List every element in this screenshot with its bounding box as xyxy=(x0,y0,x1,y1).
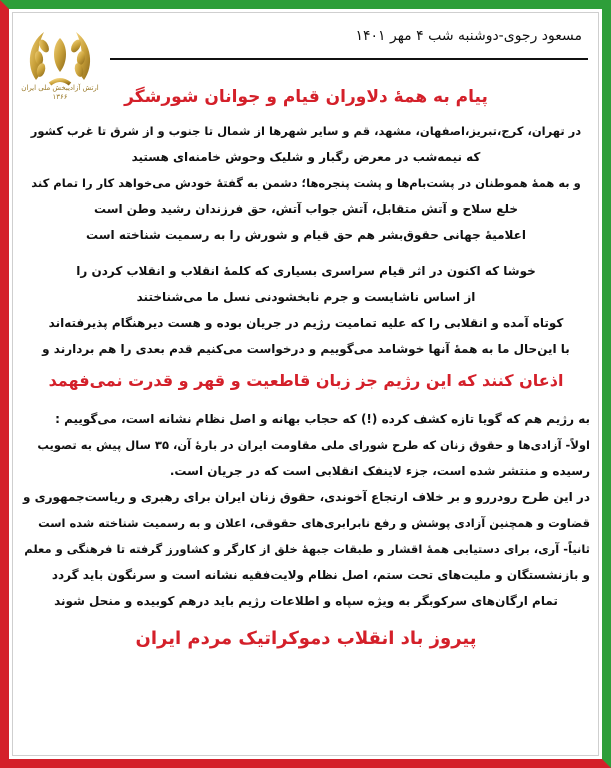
text-line: و به همهٔ هموطنان در پشت‌بام‌ها و پشت پنجره‌ها؛ دشمن به گفتهٔ خودش می‌خواهد کار را تمام کند xyxy=(31,176,581,190)
text-line: در تهران، کرج،تبریز،اصفهان، مشهد، قم و سایر شهرها از شمال تا جنوب و از شرق تا غرب کشور xyxy=(30,124,582,138)
text-line: که نیمه‌شب در معرض رگبار و شلیک وحوش خامنه‌ای هستید xyxy=(131,150,481,164)
spacer xyxy=(22,396,590,406)
statement-title: پیام به همهٔ دلاوران قیام و جوانان شورشگر xyxy=(124,87,488,107)
text-line: اعلامیهٔ جهانی حقوق‌بشر هم حق قیام و شورش را به رسمیت شناخته است xyxy=(86,228,526,242)
text-line: قضاوت و همچنین آزادی پوشش و رفع نابرابری‌های حقوقی، اعلان و به رسمیت شناخته شده است xyxy=(38,516,590,530)
text-line: از اساس ناشایست و جرم نابخشودنی نسل ما می‌شناختند xyxy=(136,290,476,304)
text-line: و بازنشستگان و ملیت‌های تحت ستم، اصل نظام ولایت‌فقیه نشانه است و سرنگون باید گردد xyxy=(51,568,590,582)
text-line: اولاً- آزادی‌ها و حقوق زنان که طرح شورای ملی مقاومت ایران در بارهٔ آن، ۳۵ سال پیش به تصویب xyxy=(37,438,590,452)
section-1 xyxy=(22,118,590,248)
text-line: با این‌حال ما به همهٔ آنها خوشامد می‌گوییم و درخواست می‌کنیم قدم بعدی را هم بردارند و xyxy=(42,342,570,356)
final-slogan: پیروز باد انقلاب دموکراتیک مردم ایران xyxy=(135,628,477,649)
text-line: به رژیم هم که گویا تازه کشف کرده (!) که حجاب بهانه و اصل نظام نشانه است، می‌گوییم : xyxy=(55,412,590,426)
text-line: ثانیاً- آری، برای دستیابی همهٔ اقشار و طبقات جبههٔ خلق از کارگر و کشاورز گرفته تا فرهنگی و معلم xyxy=(24,542,590,556)
text-line: رسیده و منتشر شده است، جزء لاینفک انقلابی است که در جریان است. xyxy=(169,464,590,478)
red-slogan: اذعان کنند که این رژیم جز زبان قاطعیت و قهر و قدرت نمی‌فهمد xyxy=(48,371,564,390)
emblem-caption-text: ارتش آزادیبخش ملی ایران xyxy=(21,84,99,92)
section-2 xyxy=(22,258,590,362)
closing-line: تمام ارگان‌های سرکوبگر به ویژه سپاه و اطلاعات رژیم باید درهم کوبیده و منحل شوند xyxy=(54,594,558,608)
text-line: کوتاه آمده و انقلابی را که علیه تمامیت رژیم در جریان بوده و هست دیرهنگام پذیرفته‌اند xyxy=(48,316,564,330)
text-line: در این طرح رودررو و بر خلاف ارتجاع آخوندی، حقوق زنان ایران برای رهبری و ریاست‌جمهوری و xyxy=(22,490,590,504)
text-line: خلع سلاح و آتش متقابل، آتش جواب آتش، حق فرزندان رشید وطن است xyxy=(94,202,518,216)
spacer xyxy=(22,248,590,258)
emblem-year: ۱۳۶۶ xyxy=(52,93,68,101)
section-3 xyxy=(22,406,590,588)
statement-body xyxy=(22,86,590,656)
header-rule xyxy=(110,58,588,60)
text-line: خوشا که اکنون در اثر قیام سراسری بسیاری که کلمهٔ انقلاب و انقلاب کردن را xyxy=(76,264,536,278)
byline: مسعود رجوی-دوشنبه شب ۴ مهر ۱۴۰۱ xyxy=(355,28,582,44)
